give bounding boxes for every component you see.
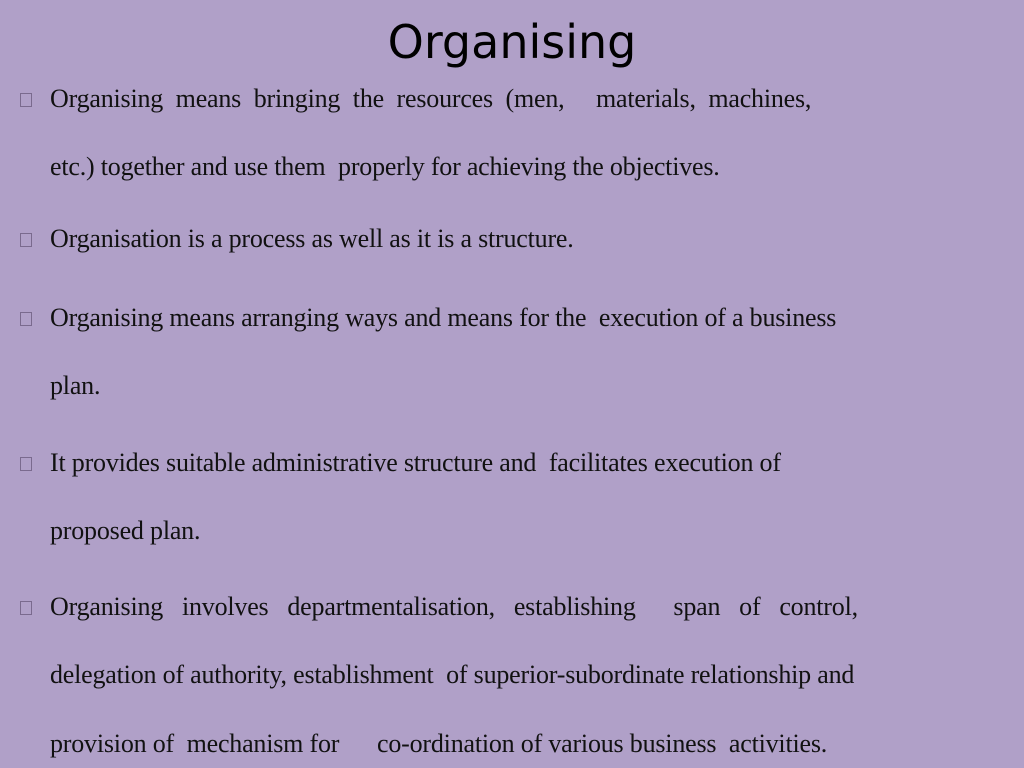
bullet-line: delegation of authority, establishment of superior-subordinate relationship and xyxy=(50,660,855,689)
square-bullet-icon xyxy=(20,93,32,107)
slide-title: Organising xyxy=(387,15,637,69)
bullet-line: It provides suitable administrative structure and facilitates execution of xyxy=(50,448,781,477)
square-bullet-icon xyxy=(20,601,32,615)
square-bullet-icon xyxy=(20,457,32,471)
bullet-line: proposed plan. xyxy=(50,516,201,545)
bullet-line: Organising means arranging ways and means for the execution of a business xyxy=(50,303,837,332)
square-bullet-icon xyxy=(20,312,32,326)
bullet-line: Organising means bringing the resources (men, materials, machines, xyxy=(50,84,812,113)
square-bullet-icon xyxy=(20,233,32,247)
bullet-line: plan. xyxy=(50,371,101,400)
bullet-line: Organising involves departmentalisation, establishing span of control, xyxy=(50,592,858,621)
bullet-line: Organisation is a process as well as it is a structure. xyxy=(50,224,574,253)
bullet-line: provision of mechanism for co-ordination of various business activities. xyxy=(50,729,828,758)
bullet-line: etc.) together and use them properly for achieving the objectives. xyxy=(50,152,720,181)
